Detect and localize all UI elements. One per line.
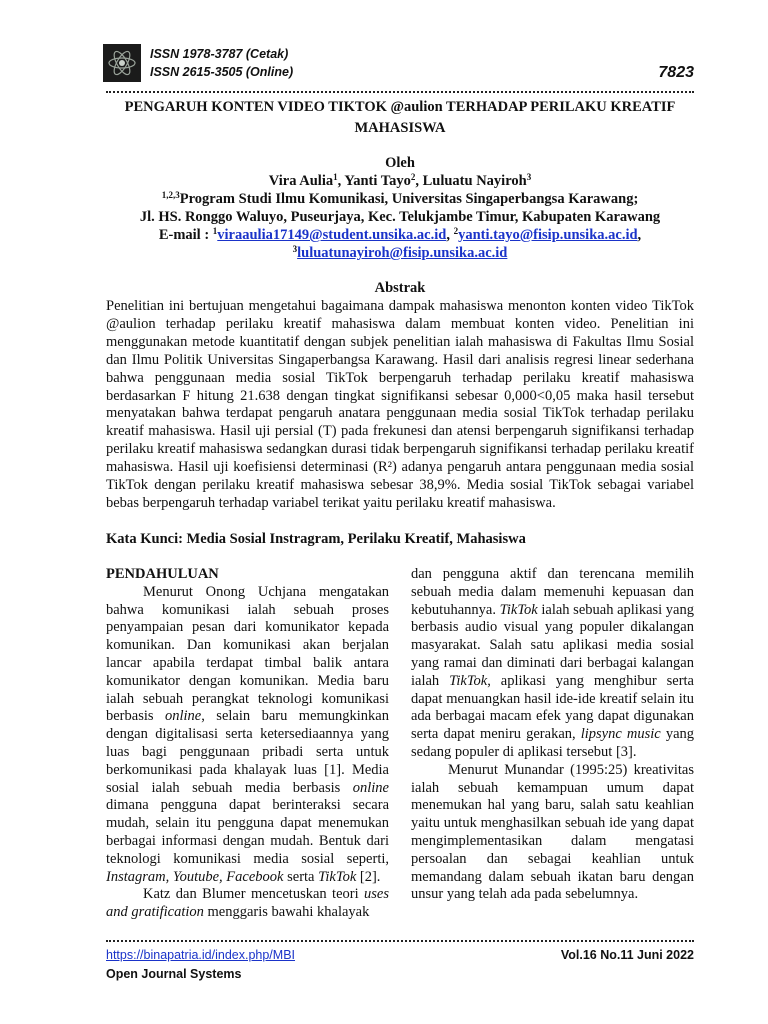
italic-term: uses and gratification [106, 886, 389, 921]
text-run: serta [283, 868, 319, 885]
email-1-link[interactable]: viraaulia17149@student.unsika.ac.id [217, 227, 447, 243]
text-run: yang sedang populer di aplikasi tersebut [3]. [411, 726, 695, 760]
text-run: Katz dan Blumer mencetuskan teori [143, 886, 365, 903]
email-line-2 [106, 245, 694, 262]
email-3-link[interactable]: luluatunayiroh@fisip.unsika.ac.id [297, 245, 508, 261]
keywords: Kata Kunci: Media Sosial Instragram, Perilaku Kreatif, Mahasiswa [106, 531, 526, 547]
volume-info: Vol.16 No.11 Juni 2022 [560, 948, 694, 962]
ojs-label: Open Journal Systems [106, 967, 242, 981]
paragraph [106, 584, 389, 887]
journal-url-link[interactable]: https://binapatria.id/index.php/MBI [106, 948, 296, 962]
author-2-sup: 2 [410, 172, 416, 182]
italic-term: TikTok [499, 601, 538, 618]
issn-online: ISSN 2615-3505 (Online) [150, 65, 294, 79]
journal-logo-icon [103, 44, 141, 82]
email-1-sup: 1 [212, 226, 218, 236]
paragraph [106, 886, 389, 922]
text-run: ialah sebuah aplikasi yang berbasis audio visual yang populer dikalangan masyarakat. Salah satu aplikasi media sosial yang ramai dan diminati dari berbagai kalangan ialah [411, 601, 694, 689]
text-run: , aplikasi yang menghibur serta dapat menuangkan hasil ide-ide kreatif selain itu ada berbagai macam efek yang dapat digunakan serta dapat meniru gerakan, [411, 672, 694, 743]
affiliation-text: Program Studi Ilmu Komunikasi, Universitas Singaperbangsa Karawang; [179, 191, 639, 207]
italic-term: lipsync music [580, 726, 661, 743]
page-number: 7823 [658, 64, 694, 81]
text-run: [2]. [356, 868, 381, 885]
author-2: Yanti Tayo [344, 173, 411, 189]
email-2-sup: 2 [453, 226, 459, 236]
footer-divider [106, 940, 694, 942]
text-run: Menurut Onong Uchjana mengatakan bahwa komunikasi ialah sebuah proses penyampaian pesan dari komunikator kepada komunikan. Dan komunikasi akan berjalan lancar apabila terdapat timbal balik antara komunikator dengan komunikan. Media baru ialah sebuah perangkat teknologi komunikasi berbasis [106, 583, 389, 725]
author-1: Vira Aulia [268, 173, 334, 189]
issn-print: ISSN 1978-3787 (Cetak) [150, 47, 289, 61]
abstract-heading: Abstrak [374, 280, 426, 296]
italic-term: online [352, 779, 389, 796]
affiliation [106, 191, 694, 208]
header-divider [106, 91, 694, 93]
section-heading: PENDAHULUAN [106, 566, 219, 582]
email-line: E-mail : $^1$viraaulia17149@student.unsika.ac.id, $^2$yanti.tayo@fisip.unsika.ac.id, [158, 226, 642, 243]
by-label: Oleh [385, 155, 415, 171]
text-run: dimana pengguna dapat berinteraksi secara mudah, selain itu pengguna dapat menemukan berbagai informasi dengan mudah. Bentuk dari teknologi komunikasi media sosial seperti, [106, 797, 389, 867]
text-run: , selain baru memungkinkan dengan digitalisasi serta ketersediaannya yang luas bagi penggunaan pribadi serta untuk berkomunikasi pada khalayak luas [1]. Media sosial ialah sebuah media berbasis [106, 708, 389, 796]
italic-term: TikTok [449, 672, 488, 689]
email-label: E-mail : [158, 227, 213, 243]
author-3: Luluatu Nayiroh [422, 173, 527, 189]
address: Jl. HS. Ronggo Waluyo, Puseurjaya, Kec. Telukjambe Timur, Kabupaten Karawang [139, 209, 661, 225]
text-run: menggaris bawahi khalayak [203, 904, 370, 921]
abstract-text: Penelitian ini bertujuan mengetahui bagaimana dampak mahasiswa menonton konten video TikTok @aulion terhadap perilaku kreatif mahasiswa dalam membuat konten video. Penelitian ini menggunakan metode kuantitatif dengan subjek penelitian ialah mahasiswa di Fakultas Ilmu Sosial dan Ilmu Politik Universitas Singaperbangsa Karawang. Hasil dari analisis regresi linear sederhana bahwa penggunaan media sosial TikTok berpengaruh terhadap perilaku kreatif mahasiswa berdasarkan F hitung 21.638 dengan tingkat signifikansi sebesar 0,000<0,05 maka hasil tersebut menyatakan bahwa terdapat pengaruh anatara penggunaan media sosial TikTok terhadap perilaku kreatif mahasiswa. Hasil uji persial (T) pada frekunesi dan atensi berpengaruh signifikansi terhadap perilaku kreatif mahasiswa sedangkan durasi tidak berpengaruh signifikansi terhadap perilaku kreatif mahasiswa. Hasil uji koefisiensi determinasi (R²) adanya pengaruh antara penggunaan media sosial TikTok dengan perilaku kreatif mahasiswa sebesar 38,9%. Media sosial TikTok sebagai variabel bebas berpengaruh terhadap variabel terikat yaitu perilaku kreatif mahasiswa. [106, 298, 694, 511]
italic-term: Instagram, Youtube, Facebook [106, 868, 284, 885]
email-2-link[interactable]: yanti.tayo@fisip.unsika.ac.id [458, 227, 638, 243]
author-list: Vira Aulia$^1$, Yanti Tayo$^2$, Luluatu Nayiroh$^3$ [268, 172, 532, 189]
body-left-column [106, 566, 389, 922]
italic-term: online [164, 708, 202, 725]
italic-term: TikTok [318, 868, 357, 885]
affiliation-sup: 1,2,3 [161, 190, 180, 200]
article-title [106, 97, 694, 139]
body-right-column [411, 566, 694, 904]
email-3-sup: 3 [292, 244, 298, 254]
paragraph: Menurut Munandar (1995:25) kreativitas ialah sebuah kemampuan umum dapat menemukan hal yang baru, salah satu keahlian yaitu untuk menghasilkan sebuah ide yang dapat mengimplementasikan dalam mengatasi persoalan dan sebagai keahlian untuk memandang dalam sebuah ikatan baru dengan unsur yang telah ada pada sebelumnya. [411, 761, 694, 903]
author-3-sup: 3 [526, 172, 532, 182]
text-run: dan pengguna aktif dan terencana memilih sebuah media dalam memenuhi kepuasan dan kebutuhannya. [411, 566, 694, 618]
author-1-sup: 1 [333, 172, 338, 182]
title-line-1: PENGARUH KONTEN VIDEO TIKTOK @aulion TERHADAP PERILAKU KREATIF [124, 99, 676, 115]
title-line-2: MAHASISWA [354, 120, 446, 136]
paragraph [411, 566, 694, 762]
